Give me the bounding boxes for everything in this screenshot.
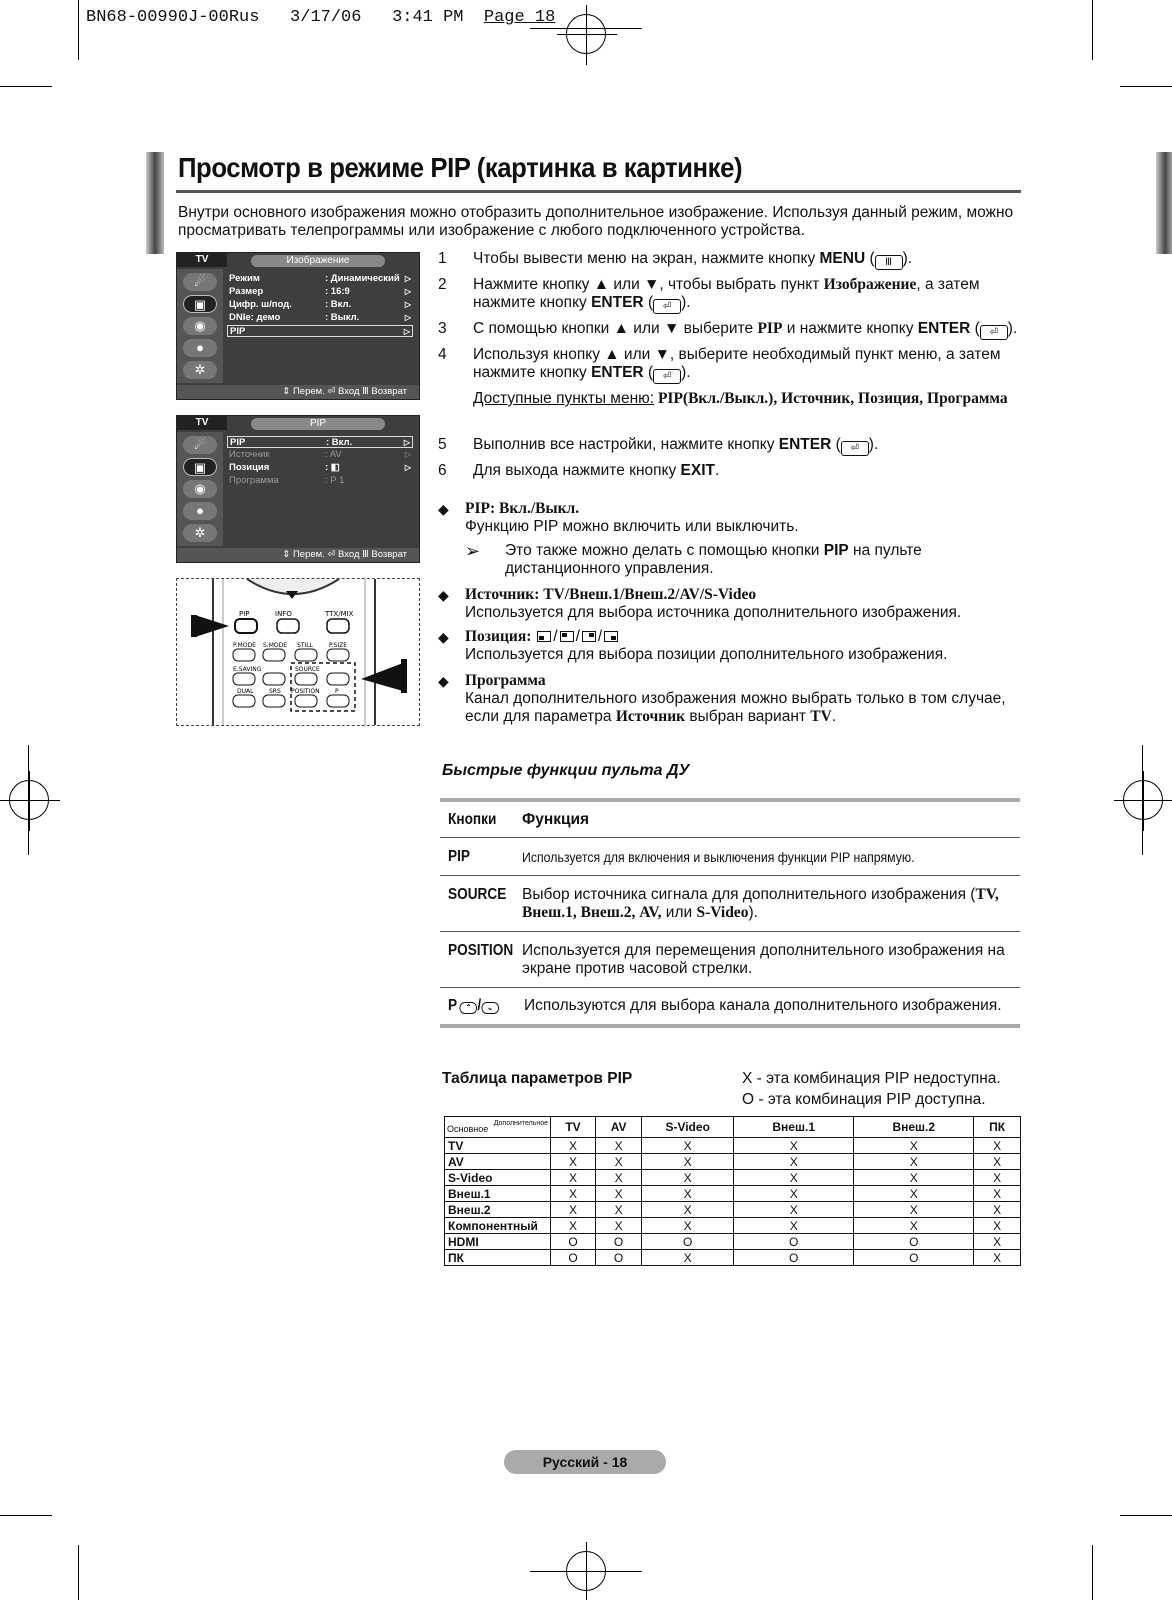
column-header: Внеш.2 bbox=[854, 1117, 974, 1138]
osd-row: DNIe: демо : Выкл. ▷ bbox=[229, 312, 411, 323]
channel-down-icon: ⌄ bbox=[481, 1002, 499, 1014]
page-title: Просмотр в режиме PIP (картинка в картинке) bbox=[178, 152, 743, 183]
svg-text:P.SIZE: P.SIZE bbox=[329, 642, 348, 649]
osd-sidebar bbox=[177, 432, 223, 546]
osd-tv-tab: TV bbox=[177, 416, 227, 430]
crop-mark bbox=[28, 745, 29, 855]
channel-up-icon: ⌃ bbox=[460, 1002, 478, 1014]
table-row: PIP Используется для включения и выключения функции PIP напрямую. bbox=[440, 838, 1020, 876]
osd-row-selected: PIP ▷ bbox=[227, 325, 413, 337]
enter-key-icon: ⏎ bbox=[653, 369, 681, 384]
quick-functions-title: Быстрые функции пульта ДУ bbox=[442, 762, 690, 779]
column-header: ПК bbox=[974, 1117, 1021, 1138]
column-header: TV bbox=[551, 1117, 596, 1138]
osd-footer: ⇕ Перем. ⏎ Вход Ⅲ Возврат bbox=[177, 548, 419, 562]
picture-icon: ▣ bbox=[183, 458, 217, 476]
picture-icon: ▣ bbox=[183, 295, 217, 313]
pip-table-title: Таблица параметров PIP bbox=[442, 1070, 633, 1087]
osd-sidebar bbox=[177, 269, 223, 383]
crop-mark bbox=[1142, 745, 1143, 855]
table-row: Внеш.1 X X X X X X bbox=[445, 1186, 1021, 1202]
table-row: Внеш.2 X X X X X X bbox=[445, 1202, 1021, 1218]
arrow-right-icon: ▷ bbox=[404, 300, 411, 309]
svg-text:P.MODE: P.MODE bbox=[233, 642, 256, 649]
position-bottom-right-icon bbox=[604, 631, 618, 642]
osd-header: Изображение bbox=[251, 255, 385, 267]
osd-row: Цифр. ш/под. : Вкл. ▷ bbox=[229, 299, 411, 310]
intro-paragraph: Внутри основного изображения можно отобразить дополнительное изображение. Используя данный режим, можно просматривать телепрограммы или изображение с любого подключенного устройства. bbox=[178, 204, 1014, 239]
print-header: BN68-00990J-00Rus 3/17/06 3:41 PM Page 18 bbox=[86, 8, 556, 27]
crop-mark bbox=[78, 1545, 79, 1600]
osd-pip-menu bbox=[176, 415, 420, 563]
quick-functions-table bbox=[440, 798, 1020, 1028]
table-row: P ⌃ / ⌄ Используются для выбора канала дополнительного изображения. bbox=[448, 997, 1002, 1014]
crop-mark bbox=[1092, 0, 1093, 60]
column-header: AV bbox=[595, 1117, 641, 1138]
osd-picture-menu bbox=[176, 252, 420, 400]
table-row: HDMI O O O O O X bbox=[445, 1234, 1021, 1250]
column-header: Внеш.1 bbox=[734, 1117, 854, 1138]
table-row: S-Video X X X X X X bbox=[445, 1170, 1021, 1186]
title-rule bbox=[176, 190, 1021, 193]
position-top-left-icon bbox=[560, 631, 574, 642]
position-bottom-left-icon bbox=[537, 631, 551, 642]
setup-icon: ✲ bbox=[183, 524, 217, 542]
osd-row: Позиция : ◧ ▷ bbox=[229, 462, 411, 473]
arrow-right-icon: ▷ bbox=[404, 450, 411, 459]
registration-mark-icon bbox=[1123, 780, 1163, 820]
osd-row: Источник : AV ▷ bbox=[229, 449, 411, 460]
diamond-bullet-icon: ◆ bbox=[438, 629, 449, 645]
arrow-tip-icon: ➢ bbox=[465, 541, 481, 561]
setup-icon: ✲ bbox=[183, 361, 217, 379]
crop-mark bbox=[1120, 1515, 1172, 1516]
enter-key-icon: ⏎ bbox=[653, 299, 681, 314]
crop-mark bbox=[78, 0, 79, 60]
osd-row: Размер : 16:9 ▷ bbox=[229, 286, 411, 297]
registration-mark-icon bbox=[566, 1551, 606, 1591]
arrow-right-icon: ▷ bbox=[404, 287, 411, 296]
edge-accent-bar bbox=[1156, 152, 1172, 254]
svg-text:SRS: SRS bbox=[269, 688, 281, 695]
crop-mark bbox=[0, 86, 52, 87]
remote-control-icon bbox=[177, 579, 420, 726]
column-header: S-Video bbox=[642, 1117, 734, 1138]
table-row: ПК O O X O O X bbox=[445, 1250, 1021, 1266]
osd-row: Режим : Динамический ▷ bbox=[229, 273, 411, 284]
crop-mark bbox=[1120, 86, 1172, 87]
page-footer: Русский - 18 bbox=[504, 1450, 666, 1474]
svg-text:STILL: STILL bbox=[297, 642, 313, 649]
table-row: SOURCE Выбор источника сигнала для дополнительного изображения (TV, Внеш.1, Внеш.2, AV, или S-Video). bbox=[440, 876, 1020, 932]
antenna-icon: ☄ bbox=[183, 436, 217, 454]
menu-key-icon: Ⅲ bbox=[875, 255, 903, 270]
channel-icon: ● bbox=[183, 502, 217, 520]
table-header-row bbox=[445, 1117, 1021, 1138]
corner-cell: Основное Дополнительное bbox=[445, 1117, 551, 1138]
svg-text:POSITION: POSITION bbox=[291, 688, 320, 695]
diamond-bullet-icon: ◆ bbox=[438, 587, 449, 603]
osd-header: PIP bbox=[251, 418, 385, 430]
osd-tv-tab: TV bbox=[177, 253, 227, 267]
channel-icon: ● bbox=[183, 339, 217, 357]
registration-mark-icon bbox=[9, 780, 49, 820]
arrow-right-icon: ▷ bbox=[404, 463, 411, 472]
arrow-right-icon: ▷ bbox=[403, 438, 410, 447]
table-row: AV X X X X X X bbox=[445, 1154, 1021, 1170]
table-row: Компонентный X X X X X X bbox=[445, 1218, 1021, 1234]
remote-control-illustration bbox=[176, 578, 420, 726]
osd-footer: ⇕ Перем. ⏎ Вход Ⅲ Возврат bbox=[177, 385, 419, 399]
osd-row-selected: PIP : Вкл. ▷ bbox=[227, 436, 413, 448]
position-top-right-icon bbox=[582, 631, 596, 642]
sound-icon: ◉ bbox=[183, 480, 217, 498]
svg-text:PIP: PIP bbox=[239, 610, 250, 618]
arrow-right-icon: ▷ bbox=[403, 327, 410, 336]
table-header-row: Кнопки Функция bbox=[440, 802, 1020, 838]
svg-text:INFO: INFO bbox=[275, 610, 292, 618]
svg-text:E.SAVING: E.SAVING bbox=[233, 666, 262, 673]
pip-parameters-table bbox=[444, 1116, 1021, 1266]
pip-table-legend: X - эта комбинация PIP недоступна. O - эта комбинация PIP доступна. bbox=[742, 1070, 1001, 1108]
enter-key-icon: ⏎ bbox=[980, 325, 1008, 340]
diamond-bullet-icon: ◆ bbox=[438, 673, 449, 689]
table-row: TV X X X X X X bbox=[445, 1138, 1021, 1154]
arrow-right-icon: ▷ bbox=[404, 313, 411, 322]
sound-icon: ◉ bbox=[183, 317, 217, 335]
enter-key-icon: ⏎ bbox=[841, 441, 869, 456]
svg-text:SOURCE: SOURCE bbox=[295, 666, 320, 673]
crop-mark bbox=[1092, 1545, 1093, 1600]
osd-row: Программа : P 1 bbox=[229, 475, 345, 486]
registration-mark-icon bbox=[566, 14, 606, 54]
crop-mark bbox=[0, 1515, 52, 1516]
diamond-bullet-icon: ◆ bbox=[438, 501, 449, 517]
table-row: POSITION Используется для перемещения дополнительного изображения на экране против часовой стрелки. bbox=[440, 932, 1020, 988]
svg-text:TTX/MIX: TTX/MIX bbox=[325, 610, 354, 618]
svg-text:P: P bbox=[335, 688, 339, 695]
svg-text:DUAL: DUAL bbox=[237, 688, 254, 695]
antenna-icon: ☄ bbox=[183, 273, 217, 291]
title-accent-bar bbox=[146, 152, 164, 254]
arrow-right-icon: ▷ bbox=[404, 274, 411, 283]
svg-text:S.MODE: S.MODE bbox=[263, 642, 288, 649]
